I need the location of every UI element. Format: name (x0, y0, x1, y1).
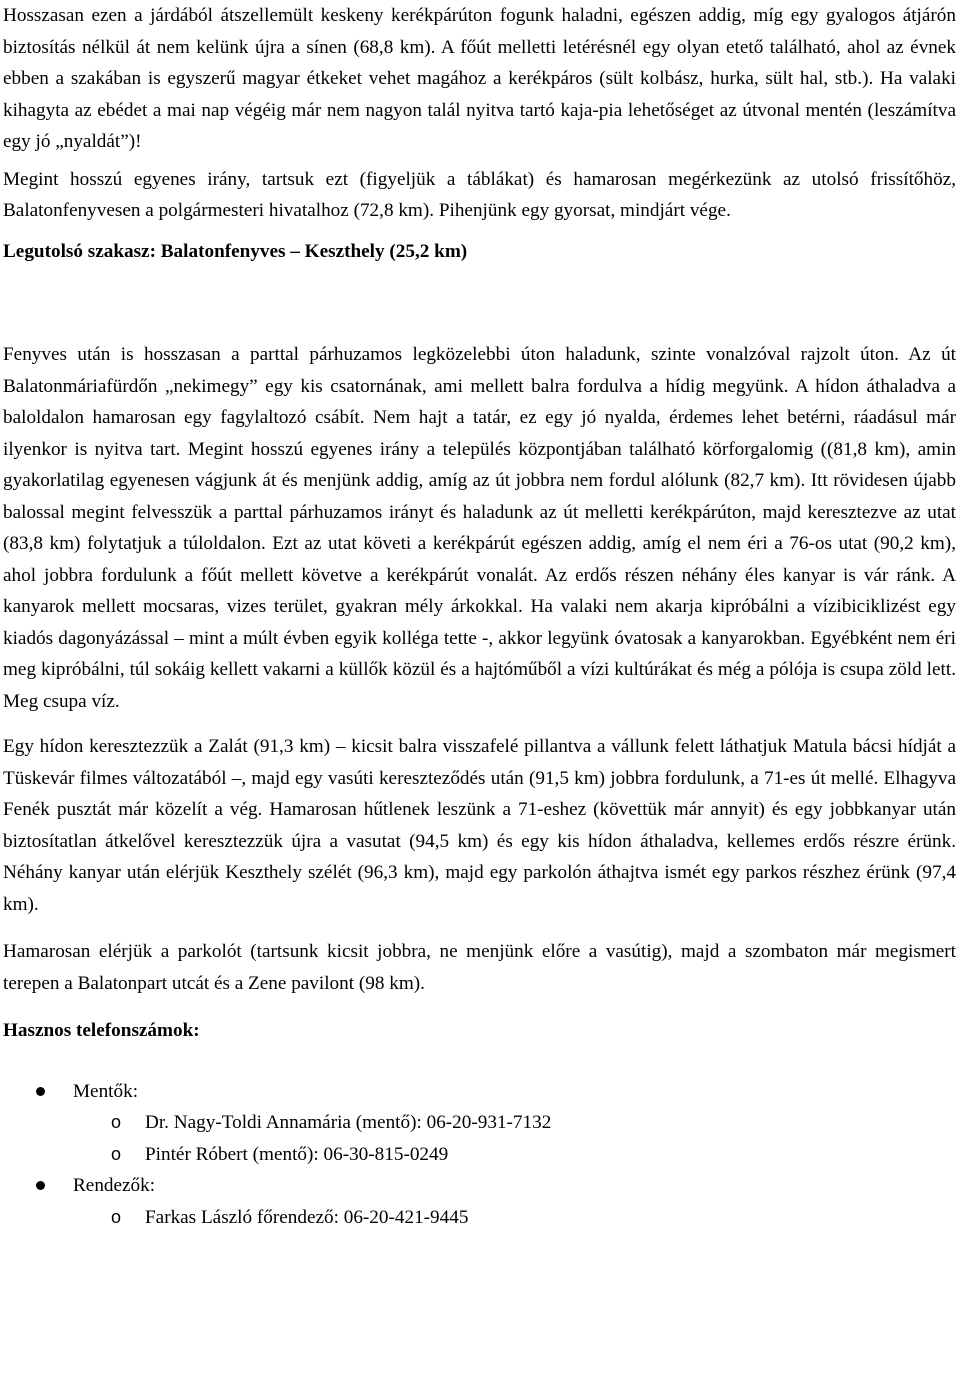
document-page (3, 0, 956, 1233)
phone-entry-text: Farkas László főrendező: 06-20-421-9445 (145, 1206, 469, 1228)
circle-bullet-icon: o (111, 1112, 122, 1132)
paragraph-route-section-3: Fenyves után is hosszasan a parttal párhuzamos legközelebbi úton haladunk, szinte vonalzóval rajzolt úton. Az út Balatonmáriafürdőn „nekimegy” egy kis csatornának, ami mellett balra fordulva a hídig megyünk. A hídon áthaladva a baloldalon hamarosan egy fagylaltozó csábít. Nem hajt a tatár, ez egy jó nyalda, érdemes lehet betérni, ráadásul már ilyenkor is nyitva tart. Megint hosszú egyenes irány a település központjában található körforgalomig ((81,8 km), amin gyakorlatilag egyenesen vágjunk át és menjünk addig, amíg az út jobbra nem fordul alólunk (82,7 km). Itt rövidesen újabb balossal megint felvesszük a parttal párhuzamos irányt és haladunk az út melletti kerékpárúton, majd keresztezve az utat (83,8 km) folytatjuk a túloldalon. Ezt az utat követi a kerékpárút egészen addig, amíg el nem éri a 76-os utat (90,2 km), ahol jobbra fordulunk a főút mellett követve a kerékpárút vonalát. Az erdős részen néhány éles kanyar is vár ránk. A kanyarok mellett mocsaras, vizes terület, gyakran mély árkokkal. Ha valaki nem akarja kipróbálni a vízibiciklizést egy kiadós dagonyázással – mint a múlt évben egyik kolléga tette -, akkor legyünk óvatosak a kanyarokban. Egyébként nem éri meg kipróbálni, túl sokáig kellett vakarni a küllők közül és a hajtóműből a vízi kultúrákat és még a pólója is csupa zöld lett. Meg csupa víz. (3, 344, 956, 712)
section-heading: Legutolsó szakasz: Balatonfenyves – Keszthely (25,2 km) (3, 240, 468, 262)
phone-entry (73, 1139, 956, 1171)
paragraph-route-section-1: Hosszasan ezen a járdából átszellemült keskeny kerékpárúton fogunk haladni, egészen addig, míg egy gyalogos átjárón biztosítás nélkül át nem kelünk újra a sínen (68,8 km). A főút melletti letérésnél egy olyan etető található, ahol az évnek ebben a szakában is egyszerű magyar étkeket vehet magához a kerékpáros (sült kolbász, hurka, sült hal, stb.). Ha valaki kihagyta az ebédet a mai nap végéig már nem nagyon talál nyitva tartó kaja-pia lehetőséget az útvonal mentén (leszámítva egy jó „nyaldát”)! (3, 5, 956, 152)
phone-entry (73, 1202, 956, 1234)
phone-group-label: Rendezők: (73, 1175, 156, 1196)
circle-bullet-icon: o (111, 1206, 122, 1227)
bullet-icon (36, 1087, 45, 1096)
phones-heading: Hasznos telefonszámok: (3, 1020, 200, 1041)
phone-group-ambulance (3, 1076, 956, 1171)
phone-entry (73, 1107, 956, 1139)
phone-list (3, 1076, 956, 1234)
phone-entry-text: Pintér Róbert (mentő): 06-30-815-0249 (145, 1143, 449, 1165)
bullet-icon (36, 1181, 45, 1190)
paragraph-route-section-2: Megint hosszú egyenes irány, tartsuk ezt (figyeljük a táblákat) és hamarosan megérkezünk az utolsó frissítőhöz, Balatonfenyvesen a polgármesteri hivatalhoz (72,8 km). Pihenjünk egy gyorsat, mindjárt vége. (3, 168, 956, 221)
phone-sublist (73, 1107, 956, 1170)
paragraph-route-section-4: Egy hídon keresztezzük a Zalát (91,3 km) – kicsit balra visszafelé pillantva a vállunk felett láthatjuk Matula bácsi hídját a Tüskevár filmes változatából –, majd egy vasúti kereszteződés után (91,5 km) jobbra fordulunk, a 71-es út mellé. Elhagyva Fenék pusztát már közelít a vég. Hamarosan hűtlenek leszünk a 71-eshez (követtük már annyit) és egy jobbkanyar után biztosítatlan átkelővel keresztezzük újra a vasutat (94,5 km) és egy kis hídon áthaladva, kellemes erdős részre érünk. Néhány kanyar után elérjük Keszthely szélét (96,3 km), majd egy parkolón áthajtva ismét egy parkos részhez érünk (97,4 km). (3, 736, 956, 915)
paragraph-route-section-5: Hamarosan elérjük a parkolót (tartsunk kicsit jobbra, ne menjünk előre a vasútig), majd a szombaton már megismert terepen a Balatonpart utcát és a Zene pavilont (98 km). (3, 941, 956, 994)
phone-group-label: Mentők: (73, 1080, 139, 1102)
phone-sublist (73, 1202, 956, 1234)
phone-entry-text: Dr. Nagy-Toldi Annamária (mentő): 06-20-931-7132 (145, 1112, 552, 1133)
circle-bullet-icon: o (111, 1143, 122, 1164)
phone-group-organizers (3, 1170, 956, 1233)
